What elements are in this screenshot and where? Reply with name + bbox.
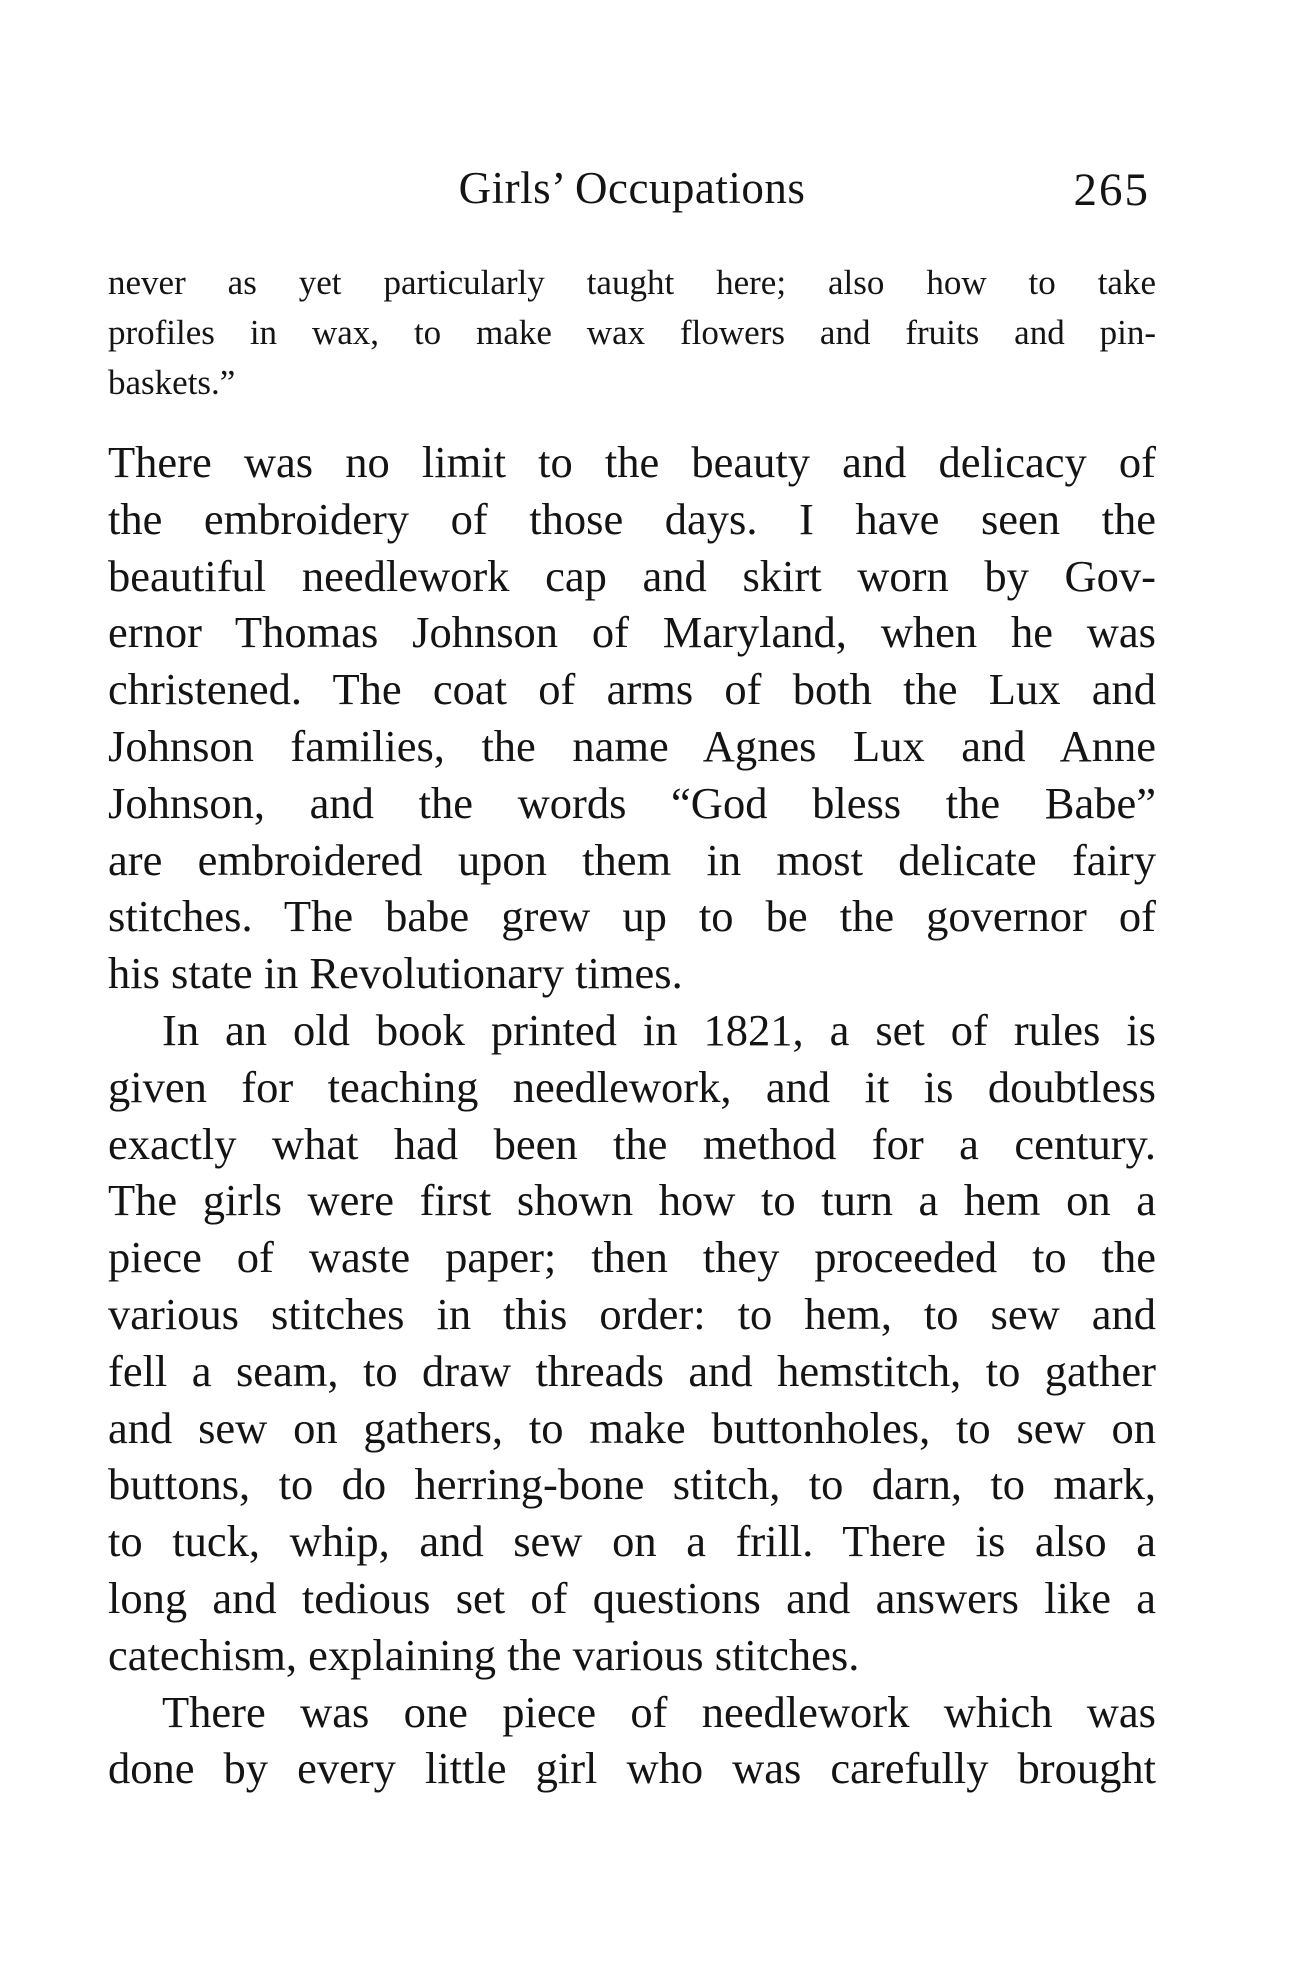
running-head (108, 158, 1156, 218)
text-line: fell a seam, to draw threads and hemstitch, to gather (108, 1345, 1156, 1396)
text-line: ernor Thomas Johnson of Maryland, when he was (108, 607, 1156, 658)
text-line: the embroidery of those days. I have seen the (108, 493, 1156, 544)
quote-line: baskets.” (108, 363, 236, 402)
running-title: Girls’ Occupations (458, 163, 806, 213)
text-line: are embroidered upon them in most delicate fairy (108, 834, 1156, 885)
page-number: 265 (1073, 164, 1150, 216)
text-line: his state in Revolutionary times. (108, 948, 683, 999)
text-line: In an old book printed in 1821, a set of rules is (162, 1004, 1156, 1055)
text-line: christened. The coat of arms of both the Lux and (108, 664, 1156, 715)
quote-line: never as yet particularly taught here; also how to take (108, 263, 1156, 302)
text-line: to tuck, whip, and sew on a frill. There is also a (108, 1516, 1156, 1567)
quote-line: profiles in wax, to make wax flowers and fruits and pin- (108, 313, 1156, 352)
paragraph (108, 1002, 1156, 1684)
text-line: There was no limit to the beauty and delicacy of (108, 437, 1156, 487)
text-line: beautiful needlework cap and skirt worn by Gov- (108, 550, 1156, 601)
text-line: long and tedious set of questions and answers like a (108, 1572, 1156, 1623)
text-line: done by every little girl who was carefully brought (108, 1743, 1156, 1794)
text-line: exactly what had been the method for a century. (108, 1118, 1156, 1169)
quoted-passage (108, 258, 1156, 408)
paragraph (108, 434, 1156, 1002)
paragraph (108, 1684, 1156, 1798)
text-line: Johnson families, the name Agnes Lux and Anne (108, 720, 1156, 771)
text-line: piece of waste paper; then they proceeded to the (108, 1232, 1156, 1283)
text-line: catechism, explaining the various stitches. (108, 1629, 860, 1680)
text-line: stitches. The babe grew up to be the governor of (108, 891, 1156, 942)
text-line: The girls were first shown how to turn a hem on a (108, 1175, 1156, 1226)
body-text (108, 434, 1156, 1797)
text-line: and sew on gathers, to make buttonholes, to sew on (108, 1402, 1156, 1453)
text-line: buttons, to do herring-bone stitch, to darn, to mark, (108, 1459, 1156, 1510)
text-line: various stitches in this order: to hem, to sew and (108, 1288, 1156, 1339)
text-line: given for teaching needlework, and it is doubtless (108, 1061, 1156, 1112)
text-line: There was one piece of needlework which was (162, 1686, 1156, 1737)
text-line: Johnson, and the words “God bless the Babe” (108, 777, 1156, 828)
